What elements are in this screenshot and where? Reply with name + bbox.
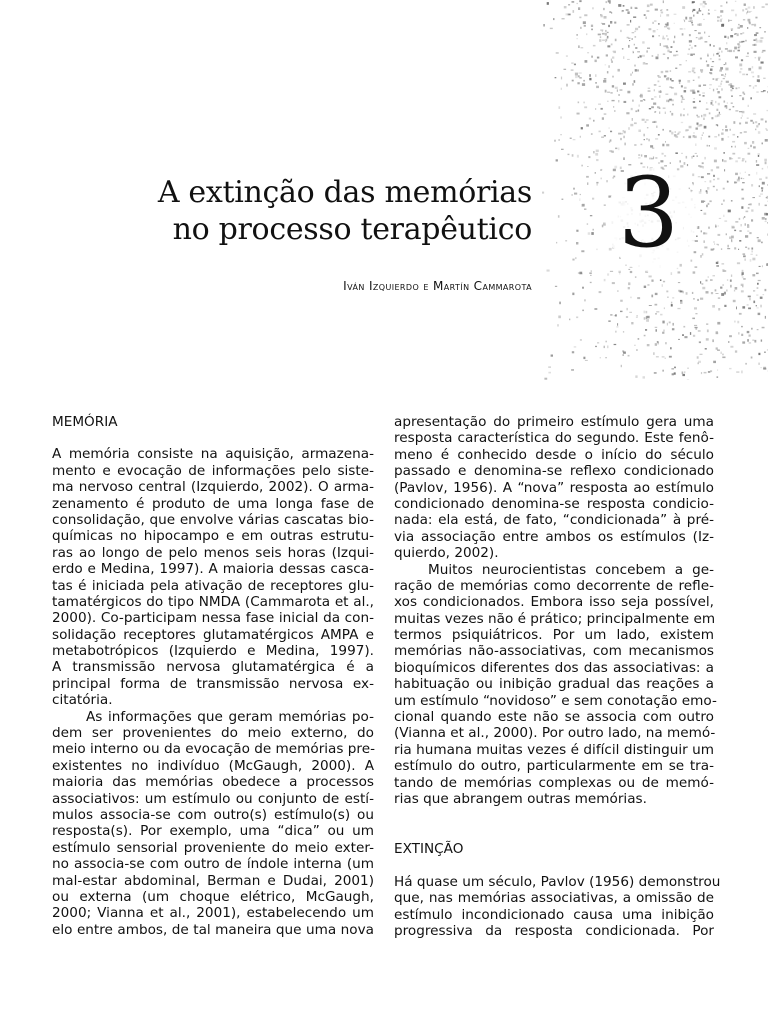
text-line: ras ao longo de pelo menos seis horas (Izqui-	[52, 544, 374, 561]
text-line: elo entre ambos, de tal maneira que uma nova	[52, 921, 374, 938]
text-line: Há quase um século, Pavlov (1956) demonstrou	[394, 873, 721, 890]
text-line: 2000; Vianna et al., 2001), estabelecendo um	[52, 905, 374, 922]
text-line: mal-estar abdominal, Berman e Dudai, 2001)	[52, 872, 374, 889]
text-line: via associação entre ambos os estímulos (Iz-	[394, 528, 714, 545]
text-line: tando de memórias complexas ou de memó-	[394, 774, 714, 791]
text-line: A memória consiste na aquisição, armazena-	[52, 446, 374, 463]
chapter-number: 3	[618, 157, 680, 269]
chapter-title-line-2: no processo terapêutico	[172, 212, 532, 247]
chapter-title	[158, 174, 532, 248]
text-line: termos psiquiátricos. Por um lado, existem	[394, 627, 714, 644]
text-line: metabotrópicos (Izquierdo e Medina, 1997).	[52, 643, 374, 660]
text-line: dem ser provenientes do meio externo, do	[52, 725, 374, 742]
text-line: ria humana muitas vezes é difícil distinguir um	[394, 741, 714, 758]
text-line: associativos: um estímulo ou conjunto de estí-	[52, 790, 374, 807]
text-line: (Pavlov, 1956). A “nova” resposta ao estímulo	[394, 479, 714, 496]
section-heading-memoria: MEMÓRIA	[52, 414, 118, 430]
text-line: citatória.	[52, 692, 113, 709]
chapter-authors: Iván Izquierdo e Martín Cammarota	[343, 279, 532, 293]
text-line: apresentação do primeiro estímulo gera uma	[394, 414, 714, 430]
text-line: resposta característica do segundo. Este fenô-	[394, 430, 714, 447]
left-column	[52, 414, 374, 938]
text-line: estímulo do outro, particularmente em se tra-	[394, 758, 714, 775]
text-line: um estímulo “novidoso” e sem conotação emo-	[394, 692, 717, 709]
text-line: solidação receptores glutamatérgicos AMPA e	[52, 626, 374, 643]
text-line: Muitos neurocientistas concebem a ge-	[428, 561, 714, 578]
text-line: As informações que geram memórias po-	[86, 708, 374, 725]
section-heading-extincao: EXTINÇÃO	[394, 841, 464, 858]
text-line: ma nervoso central (Izquierdo, 2002). O arma-	[52, 479, 374, 496]
text-line: memórias não-associativas, com mecanismos	[394, 643, 714, 660]
text-line: que, nas memórias associativas, a omissão de	[394, 890, 714, 907]
text-line: mento e evocação de informações pelo siste-	[52, 462, 374, 479]
text-line: muitas vezes não é prático; principalmente em	[394, 610, 716, 627]
text-line: tamatérgicos do tipo NMDA (Cammarota et al.,	[52, 593, 374, 610]
text-line: meio interno ou da evocação de memórias pre-	[52, 741, 375, 758]
text-line: químicas no hipocampo e em outras estrutu-	[52, 528, 374, 545]
text-line: habituação ou inibição gradual das reações a	[394, 676, 714, 693]
text-line: erdo e Medina, 1997). A maioria dessas casca-	[52, 561, 374, 578]
right-column-text-bottom	[394, 873, 721, 940]
text-line: A transmissão nervosa glutamatérgica é a	[52, 659, 374, 676]
text-line: progressiva da resposta condicionada. Por	[394, 922, 714, 939]
text-line: mulos associa-se com outro(s) estímulo(s) ou	[52, 806, 374, 823]
text-line: (Vianna et al., 2000). Por outro lado, na memó-	[394, 725, 716, 742]
text-line: resposta(s). Por exemplo, uma “dica” ou um	[52, 823, 374, 840]
text-line: estímulo sensorial proveniente do meio exter-	[52, 839, 374, 856]
left-column-text	[52, 446, 374, 938]
text-line: ou externa (um choque elétrico, McGaugh,	[52, 888, 374, 905]
text-line: maioria das memórias obedece a processos	[52, 774, 374, 791]
text-line: passado e denomina-se reflexo condicionado	[394, 463, 714, 480]
text-line: tas é iniciada pela ativação de receptores glu-	[52, 577, 374, 594]
right-column-text-top	[394, 414, 717, 807]
text-line: nada: ela está, de fato, “condicionada” à pré-	[394, 512, 714, 529]
text-line: quierdo, 2002).	[394, 545, 499, 562]
text-line: ração de memórias como decorrente de refle-	[394, 577, 714, 594]
text-line: no associa-se com outro de índole interna (um	[52, 856, 374, 873]
text-line: bioquímicos diferentes dos das associativas: a	[394, 659, 714, 676]
text-line: rias que abrangem outras memórias.	[394, 790, 647, 807]
text-line: meno é conhecido desde o início do século	[394, 446, 714, 463]
text-line: condicionado denomina-se resposta condicio-	[394, 495, 714, 512]
text-line: zenamento é produto de uma longa fase de	[52, 495, 374, 512]
text-line: consolidação, que envolve várias cascatas bio-	[52, 511, 374, 528]
text-line: cional quando este não se associa com outro	[394, 709, 714, 726]
chapter-title-line-1: A extinção das memórias	[157, 175, 532, 210]
right-column	[394, 414, 721, 939]
text-line: principal forma de transmissão nervosa ex-	[52, 675, 374, 692]
text-line: estímulo incondicionado causa uma inibição	[394, 906, 714, 923]
text-line: 2000). Co-participam nessa fase inicial da con-	[52, 610, 374, 627]
text-line: existentes no indivíduo (McGaugh, 2000). A	[52, 757, 374, 774]
text-line: xos condicionados. Embora isso seja possível,	[394, 594, 714, 611]
